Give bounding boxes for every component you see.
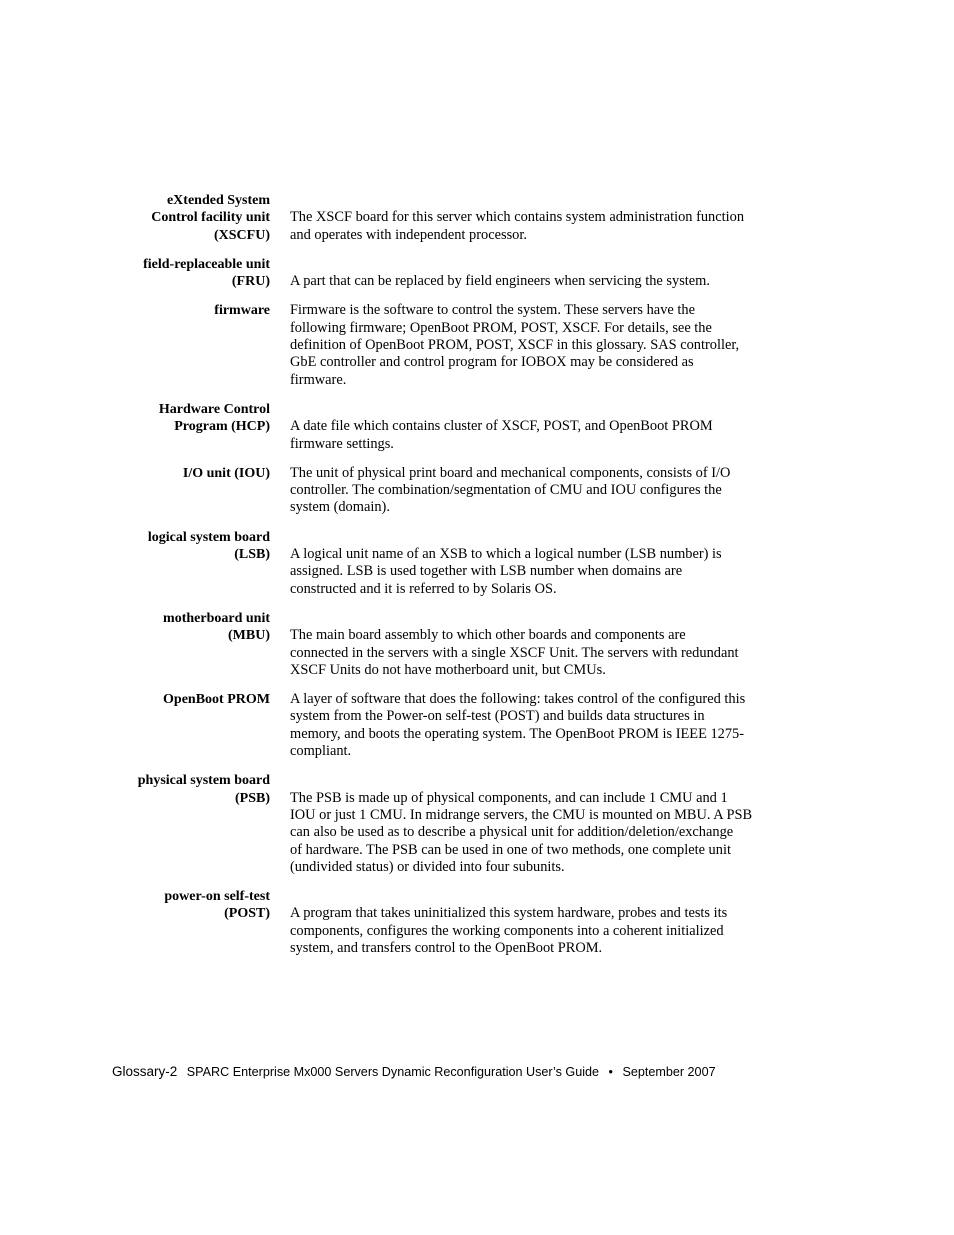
glossary-term [0, 401, 270, 453]
glossary-definition-line: system, and transfers control to the OpenBoot PROM. [290, 939, 603, 956]
glossary-definition [290, 192, 794, 244]
glossary-definition-line: Firmware is the software to control the system. These servers have the [290, 302, 695, 319]
glossary-definition-line: A date file which contains cluster of XSCF, POST, and OpenBoot PROM [290, 418, 713, 435]
glossary-definition-line: system (domain). [290, 499, 390, 516]
glossary-entry [0, 772, 954, 876]
glossary-term-line: I/O unit (IOU) [182, 465, 270, 481]
glossary-term-line: Hardware Control [158, 401, 270, 417]
glossary-definition [290, 529, 794, 598]
glossary-definition-line: XSCF Units do not have motherboard unit, but CMUs. [290, 661, 606, 678]
glossary-term [0, 888, 270, 957]
glossary-definition-line: The unit of physical print board and mechanical components, consists of I/O [290, 464, 731, 481]
glossary-definition [290, 691, 794, 760]
glossary-term-line: (XSCFU) [214, 227, 270, 243]
glossary-term-line: (MBU) [228, 628, 270, 644]
glossary-term-line: (LSB) [234, 547, 270, 563]
glossary-definition-line: (undivided status) or divided into four subunits. [290, 858, 565, 875]
glossary-definition [290, 401, 794, 453]
glossary-term-line: power-on self-test [164, 889, 270, 905]
glossary-term-line: motherboard unit [163, 610, 270, 626]
glossary-definition [290, 465, 794, 517]
glossary-definition-line: of hardware. The PSB can be used in one of two methods, one complete unit [290, 841, 731, 858]
footer-date: September 2007 [622, 1065, 716, 1079]
glossary-term [0, 465, 270, 517]
glossary-definition-line: components, configures the working components into a coherent initialized [290, 922, 724, 939]
glossary-definition [290, 610, 794, 679]
glossary-definition [290, 256, 794, 291]
glossary-definition-line: A program that takes uninitialized this system hardware, probes and tests its [290, 905, 728, 922]
glossary-definition [290, 772, 794, 876]
glossary-term [0, 691, 270, 760]
glossary-term-line: eXtended System [166, 193, 270, 208]
glossary-term-line: firmware [214, 303, 270, 319]
glossary-term [0, 772, 270, 876]
glossary-term-line: logical system board [147, 529, 270, 545]
glossary-entry [0, 401, 954, 453]
glossary-entry [0, 256, 954, 291]
glossary-term-line: physical system board [137, 773, 270, 789]
glossary-definition-line: firmware settings. [290, 435, 394, 452]
glossary-definition-line: IOU or just 1 CMU. In midrange servers, the CMU is mounted on MBU. A PSB [290, 806, 753, 823]
glossary-term-line: (PSB) [235, 790, 270, 806]
glossary-definition-line: and operates with independent processor. [290, 226, 527, 243]
glossary-definition-line: The PSB is made up of physical components, and can include 1 CMU and 1 [290, 789, 728, 806]
glossary-definition-line: assigned. LSB is used together with LSB number when domains are [290, 563, 683, 580]
glossary-definition-line: GbE controller and control program for IOBOX may be considered as [290, 354, 694, 371]
glossary-entry [0, 610, 954, 679]
glossary-term [0, 610, 270, 679]
glossary-definition-line: following firmware; OpenBoot PROM, POST, XSCF. For details, see the [290, 319, 712, 336]
glossary-definition [290, 888, 794, 957]
glossary-term [0, 529, 270, 598]
glossary-term [0, 302, 270, 388]
glossary-definition-line: The main board assembly to which other boards and components are [290, 627, 686, 644]
glossary-definition-line: A logical unit name of an XSB to which a logical number (LSB number) is [290, 546, 722, 563]
glossary-definition-line: definition of OpenBoot PROM, POST, XSCF in this glossary. SAS controller, [290, 337, 740, 354]
glossary-definition [290, 302, 794, 388]
glossary-term [0, 192, 270, 244]
footer-document-title: SPARC Enterprise Mx000 Servers Dynamic Reconfiguration User’s Guide [186, 1065, 600, 1079]
glossary-definition-line: compliant. [290, 743, 352, 760]
glossary-entry [0, 465, 954, 517]
footer-bullet: • [608, 1065, 613, 1079]
glossary-definition-line: controller. The combination/segmentation of CMU and IOU configures the [290, 482, 722, 499]
glossary-term-line: OpenBoot PROM [163, 692, 270, 708]
glossary-definition-line: firmware. [290, 371, 347, 388]
glossary-definition-line: The XSCF board for this server which contains system administration function [290, 209, 745, 226]
glossary-entry [0, 888, 954, 957]
glossary-term-line: Control facility unit [151, 210, 270, 226]
glossary-entry [0, 529, 954, 598]
glossary-entry [0, 302, 954, 388]
glossary-definition-line: A part that can be replaced by field engineers when servicing the system. [290, 273, 710, 290]
page-footer [112, 1064, 716, 1079]
glossary-definition-line: can also be used as to describe a physical unit for addition/deletion/exchange [290, 824, 734, 841]
glossary-term-line: field-replaceable unit [143, 256, 270, 272]
footer-page-number: Glossary-2 [112, 1064, 178, 1079]
glossary-term-line: Program (HCP) [174, 419, 270, 435]
glossary-term-line: (FRU) [231, 274, 270, 290]
glossary-entry [0, 192, 954, 244]
glossary-definition-line: system from the Power-on self-test (POST) and builds data structures in [290, 708, 705, 725]
glossary-definition-line: constructed and it is referred to by Solaris OS. [290, 580, 557, 597]
glossary-term-line: (POST) [224, 906, 270, 922]
glossary-list [0, 192, 954, 969]
glossary-definition-line: connected in the servers with a single XSCF Unit. The servers with redundant [290, 644, 739, 661]
glossary-entry [0, 691, 954, 760]
glossary-term [0, 256, 270, 291]
glossary-definition-line: memory, and boots the operating system. The OpenBoot PROM is IEEE 1275- [290, 725, 745, 742]
glossary-definition-line: A layer of software that does the following: takes control of the configured this [290, 691, 746, 708]
